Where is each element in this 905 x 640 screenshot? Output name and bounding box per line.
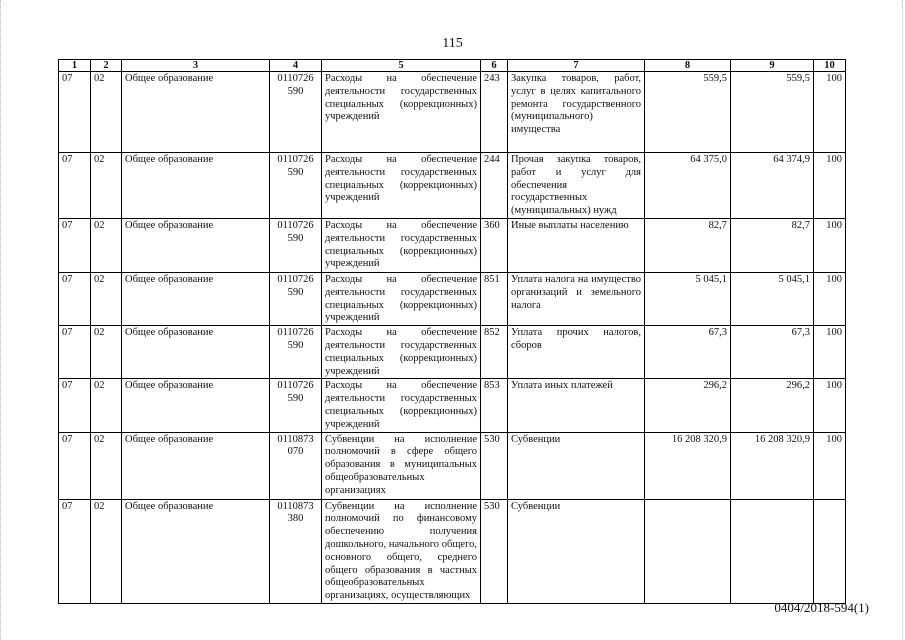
target-article-name: Расходы на обеспечение деятельности государственных специальных (коррекционных) учреждений bbox=[322, 153, 481, 219]
col-header-9: 9 bbox=[731, 60, 814, 72]
target-article-name: Расходы на обеспечение деятельности государственных специальных (коррекционных) учреждений bbox=[322, 218, 481, 272]
amount-approved: 559,5 bbox=[645, 72, 731, 153]
target-article-code: 0110726 590 bbox=[270, 326, 322, 379]
amount-executed: 5 045,1 bbox=[731, 272, 814, 325]
subsection-name: Общее образование bbox=[122, 326, 270, 379]
amount-executed: 16 208 320,9 bbox=[731, 432, 814, 499]
section-code: 07 bbox=[59, 218, 91, 272]
expense-type-code: 852 bbox=[481, 326, 508, 379]
execution-percent bbox=[814, 499, 846, 603]
expense-type-name: Уплата налога на имущество организаций и земельного налога bbox=[508, 272, 645, 325]
scan-edge-right bbox=[902, 0, 904, 640]
target-article-code: 0110726 590 bbox=[270, 153, 322, 219]
expense-type-name: Уплата иных платежей bbox=[508, 379, 645, 432]
amount-approved: 82,7 bbox=[645, 218, 731, 272]
subsection-name: Общее образование bbox=[122, 153, 270, 219]
section-code: 07 bbox=[59, 153, 91, 219]
amount-approved: 16 208 320,9 bbox=[645, 432, 731, 499]
expense-type-code: 530 bbox=[481, 432, 508, 499]
expense-type-code: 851 bbox=[481, 272, 508, 325]
subsection-name: Общее образование bbox=[122, 379, 270, 432]
subsection-code: 02 bbox=[91, 153, 122, 219]
subsection-code: 02 bbox=[91, 218, 122, 272]
execution-percent: 100 bbox=[814, 72, 846, 153]
expense-type-code: 360 bbox=[481, 218, 508, 272]
table-row bbox=[59, 499, 846, 603]
col-header-5: 5 bbox=[322, 60, 481, 72]
col-header-6: 6 bbox=[481, 60, 508, 72]
col-header-3: 3 bbox=[122, 60, 270, 72]
amount-approved: 5 045,1 bbox=[645, 272, 731, 325]
target-article-name: Субвенции на исполнение полномочий по финансовому обеспечению получения дошкольного, начального общего, основного общего, среднего общего образования в частных общеобразовательных организациях, осуществляющих bbox=[322, 499, 481, 603]
amount-executed: 296,2 bbox=[731, 379, 814, 432]
expense-type-name: Иные выплаты населению bbox=[508, 218, 645, 272]
subsection-name: Общее образование bbox=[122, 72, 270, 153]
amount-approved bbox=[645, 499, 731, 603]
section-code: 07 bbox=[59, 432, 91, 499]
execution-percent: 100 bbox=[814, 218, 846, 272]
table-row bbox=[59, 218, 846, 272]
target-article-name: Расходы на обеспечение деятельности государственных специальных (коррекционных) учреждений bbox=[322, 72, 481, 153]
amount-approved: 67,3 bbox=[645, 326, 731, 379]
col-header-4: 4 bbox=[270, 60, 322, 72]
col-header-1: 1 bbox=[59, 60, 91, 72]
col-header-8: 8 bbox=[645, 60, 731, 72]
expense-type-name: Закупка товаров, работ, услуг в целях капитального ремонта государственного (муниципального) имущества bbox=[508, 72, 645, 153]
header-row bbox=[59, 60, 846, 72]
expense-type-code: 243 bbox=[481, 72, 508, 153]
expense-type-name: Уплата прочих налогов, сборов bbox=[508, 326, 645, 379]
section-code: 07 bbox=[59, 326, 91, 379]
execution-percent: 100 bbox=[814, 153, 846, 219]
budget-table bbox=[58, 59, 846, 604]
table-row bbox=[59, 326, 846, 379]
target-article-code: 0110726 590 bbox=[270, 72, 322, 153]
subsection-name: Общее образование bbox=[122, 218, 270, 272]
page-number: 115 bbox=[442, 36, 463, 51]
section-code: 07 bbox=[59, 272, 91, 325]
target-article-name: Расходы на обеспечение деятельности государственных специальных (коррекционных) учреждений bbox=[322, 326, 481, 379]
target-article-code: 0110726 590 bbox=[270, 379, 322, 432]
amount-executed: 67,3 bbox=[731, 326, 814, 379]
amount-executed: 559,5 bbox=[731, 72, 814, 153]
amount-executed: 82,7 bbox=[731, 218, 814, 272]
target-article-code: 0110726 590 bbox=[270, 272, 322, 325]
target-article-name: Расходы на обеспечение деятельности государственных специальных (коррекционных) учреждений bbox=[322, 379, 481, 432]
amount-executed: 64 374,9 bbox=[731, 153, 814, 219]
expense-type-code: 853 bbox=[481, 379, 508, 432]
subsection-code: 02 bbox=[91, 272, 122, 325]
expense-type-name: Прочая закупка товаров, работ и услуг для обеспечения государственных (муниципальных) нужд bbox=[508, 153, 645, 219]
table-row bbox=[59, 272, 846, 325]
table-row bbox=[59, 153, 846, 219]
subsection-name: Общее образование bbox=[122, 432, 270, 499]
amount-approved: 296,2 bbox=[645, 379, 731, 432]
expense-type-name: Субвенции bbox=[508, 432, 645, 499]
subsection-code: 02 bbox=[91, 72, 122, 153]
col-header-2: 2 bbox=[91, 60, 122, 72]
table-row bbox=[59, 379, 846, 432]
expense-type-name: Субвенции bbox=[508, 499, 645, 603]
execution-percent: 100 bbox=[814, 379, 846, 432]
table-row bbox=[59, 432, 846, 499]
col-header-10: 10 bbox=[814, 60, 846, 72]
subsection-name: Общее образование bbox=[122, 272, 270, 325]
target-article-name: Субвенции на исполнение полномочий в сфере общего образования в муниципальных общеобразовательных организациях bbox=[322, 432, 481, 499]
section-code: 07 bbox=[59, 499, 91, 603]
amount-approved: 64 375,0 bbox=[645, 153, 731, 219]
target-article-code: 0110873 380 bbox=[270, 499, 322, 603]
execution-percent: 100 bbox=[814, 272, 846, 325]
subsection-code: 02 bbox=[91, 499, 122, 603]
subsection-code: 02 bbox=[91, 379, 122, 432]
section-code: 07 bbox=[59, 72, 91, 153]
target-article-code: 0110873 070 bbox=[270, 432, 322, 499]
execution-percent: 100 bbox=[814, 326, 846, 379]
amount-executed bbox=[731, 499, 814, 603]
table-row bbox=[59, 72, 846, 153]
subsection-code: 02 bbox=[91, 326, 122, 379]
subsection-name: Общее образование bbox=[122, 499, 270, 603]
section-code: 07 bbox=[59, 379, 91, 432]
subsection-code: 02 bbox=[91, 432, 122, 499]
target-article-name: Расходы на обеспечение деятельности государственных специальных (коррекционных) учреждений bbox=[322, 272, 481, 325]
col-header-7: 7 bbox=[508, 60, 645, 72]
expense-type-code: 530 bbox=[481, 499, 508, 603]
expense-type-code: 244 bbox=[481, 153, 508, 219]
document-code: 0404/2018-594(1) bbox=[774, 600, 869, 615]
scan-edge-left bbox=[0, 0, 2, 640]
execution-percent: 100 bbox=[814, 432, 846, 499]
target-article-code: 0110726 590 bbox=[270, 218, 322, 272]
